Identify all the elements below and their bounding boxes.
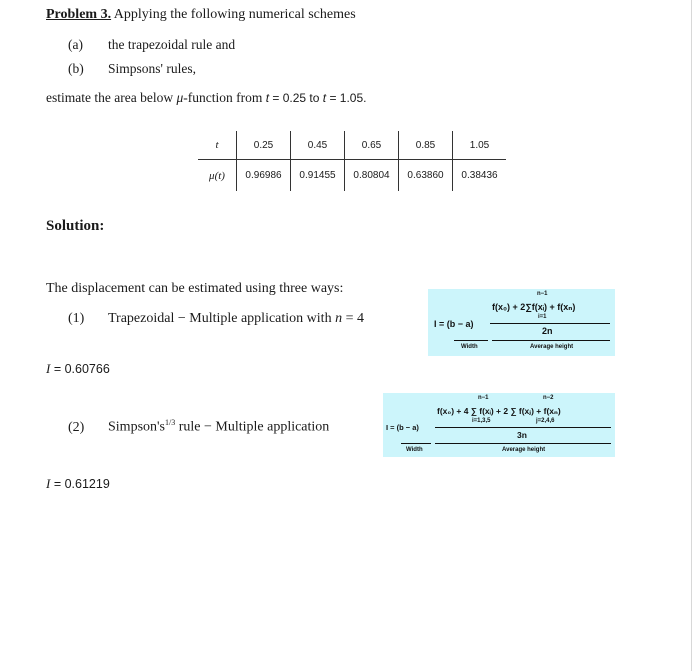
mu-cell: 0.38436 xyxy=(453,160,507,192)
item-text: Simpsons' rules, xyxy=(108,61,196,76)
result-1-value: = 0.60766 xyxy=(50,362,110,376)
mu-cell: 0.63860 xyxy=(399,160,453,192)
task-prefix: estimate the area below xyxy=(46,90,177,105)
trapezoidal-formula-box xyxy=(428,289,615,356)
method-2-mark: (2) xyxy=(68,419,85,435)
item-text: the trapezoidal rule and xyxy=(108,37,236,52)
simpson-formula-box xyxy=(383,393,615,457)
formula-1-avg-brace xyxy=(492,340,610,341)
solution-intro: The displacement can be estimated using three ways: xyxy=(46,281,344,296)
result-2-var: I xyxy=(46,476,51,491)
method-2-sup: 1/3 xyxy=(164,418,176,427)
result-1 xyxy=(46,361,110,377)
formula-2-sum1-top: n−1 xyxy=(478,395,489,401)
formula-1-sum-bottom: i=1 xyxy=(538,314,547,320)
t-cell: 1.05 xyxy=(453,131,507,160)
t-cell: 0.65 xyxy=(345,131,399,160)
mu-cell: 0.96986 xyxy=(237,160,291,192)
formula-2-width-label: Width xyxy=(406,447,423,453)
task-eq1: = 0.25 to xyxy=(269,91,323,105)
formula-2-numerator: f(x₀) + 4 ∑ f(xᵢ) + 2 ∑ f(xⱼ) + f(xₙ) xyxy=(437,406,561,416)
formula-2-sum2-top: n−2 xyxy=(543,395,554,401)
method-2-text-after: rule − Multiple application xyxy=(175,419,330,435)
task-eq2: = 1.05. xyxy=(326,91,367,105)
method-1-var: n xyxy=(335,311,343,326)
method-1-eq: = 4 xyxy=(342,311,364,326)
result-2-value: = 0.61219 xyxy=(50,477,110,491)
mu-table xyxy=(198,131,506,191)
header-mu: μ(t) xyxy=(209,169,225,182)
formula-1-denominator: 2n xyxy=(542,326,553,336)
formula-2-denominator: 3n xyxy=(517,430,527,440)
formula-2-sum2-bottom: j=2,4,6 xyxy=(536,418,555,424)
list-item xyxy=(68,37,235,53)
t-cell: 0.25 xyxy=(237,131,291,160)
method-2 xyxy=(68,418,329,436)
formula-1-sum-top: n−1 xyxy=(537,291,548,297)
header-t: t xyxy=(198,131,237,160)
formula-2-fraction-bar xyxy=(435,427,611,428)
task-t1: t xyxy=(265,91,270,105)
formula-2-sum1-bottom: i=1,3,5 xyxy=(472,418,491,424)
method-1-mark: (1) xyxy=(68,311,85,326)
result-1-var: I xyxy=(46,361,51,376)
formula-1-width-brace xyxy=(454,340,488,341)
formula-1-width-label: Width xyxy=(461,344,478,350)
task-mid: -function from xyxy=(183,90,266,105)
list-item xyxy=(68,61,196,77)
formula-2-avg-label: Average height xyxy=(502,447,546,453)
mu-cell: 0.80804 xyxy=(345,160,399,192)
method-1 xyxy=(68,311,364,327)
method-1-text: Trapezoidal − Multiple application with xyxy=(108,311,336,326)
problem-title xyxy=(46,7,356,23)
formula-2-width-brace xyxy=(401,443,431,444)
formula-2-lhs: I = (b − a) xyxy=(386,423,419,432)
task-mu: μ xyxy=(176,90,184,105)
item-mark: (b) xyxy=(68,61,84,76)
task-t2: t xyxy=(322,91,327,105)
formula-1-fraction-bar xyxy=(490,323,610,324)
solution-heading: Solution: xyxy=(46,218,105,234)
formula-1-numerator: f(x₀) + 2∑f(xᵢ) + f(xₙ) xyxy=(492,302,576,312)
problem-title-text: Applying the following numerical schemes xyxy=(111,7,356,22)
t-cell: 0.85 xyxy=(399,131,453,160)
result-2 xyxy=(46,476,110,492)
task-statement xyxy=(46,90,367,106)
formula-2-avg-brace xyxy=(435,443,611,444)
method-2-text: Simpson's xyxy=(108,419,165,435)
problem-label: Problem 3. xyxy=(46,7,112,22)
formula-1-lhs: I = (b − a) xyxy=(434,319,474,329)
t-cell: 0.45 xyxy=(291,131,345,160)
mu-cell: 0.91455 xyxy=(291,160,345,192)
item-mark: (a) xyxy=(68,37,83,52)
formula-1-avg-label: Average height xyxy=(530,344,574,350)
